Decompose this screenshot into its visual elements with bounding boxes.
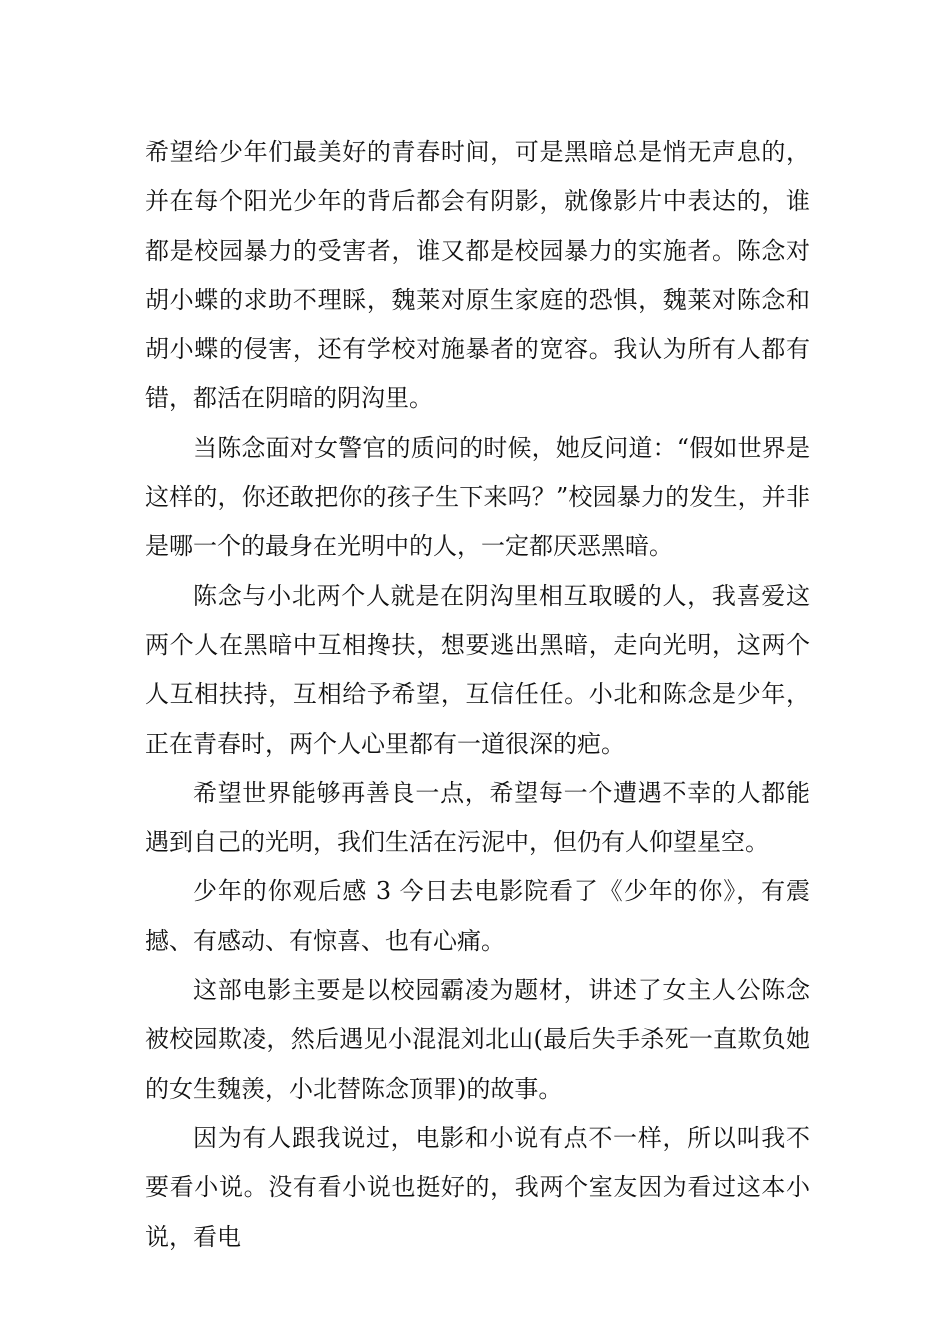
paragraph-3: 陈念与小北两个人就是在阴沟里相互取暖的人，我喜爱这两个人在黑暗中互相搀扶，想要逃出黑暗，走向光明，这两个人互相扶持，互相给予希望，互信任任。小北和陈念是少年，正在青春时，两个人心里都有一道很深的疤。 <box>145 581 810 758</box>
body-text <box>145 128 810 1262</box>
paragraph-7: 因为有人跟我说过，电影和小说有点不一样，所以叫我不要看小说。没有看小说也挺好的，我两个室友因为看过这本小说，看电 <box>145 1123 810 1251</box>
paragraph-5: 少年的你观后感 3 今日去电影院看了《少年的你》，有震撼、有感动、有惊喜、也有心痛。 <box>145 877 810 955</box>
paragraph-2: 当陈念面对女警官的质问的时候，她反问道：“假如世界是这样的，你还敢把你的孩子生下来吗？”校园暴力的发生，并非是哪一个的最身在光明中的人，一定都厌恶黑暗。 <box>145 433 810 561</box>
paragraph-4: 希望世界能够再善良一点，希望每一个遭遇不幸的人都能遇到自己的光明，我们生活在污泥中，但仍有人仰望星空。 <box>145 778 810 857</box>
paragraph-1: 希望给少年们最美好的青春时间，可是黑暗总是悄无声息的，并在每个阳光少年的背后都会有阴影，就像影片中表达的，谁都是校园暴力的受害者，谁又都是校园暴力的实施者。陈念对胡小蝶的求助不理睬，魏莱对原生家庭的恐惧，魏莱对陈念和胡小蝶的侵害，还有学校对施暴者的宽容。我认为所有人都有错，都活在阴暗的阴沟里。 <box>145 138 810 413</box>
paragraph-6: 这部电影主要是以校园霸凌为题材，讲述了女主人公陈念被校园欺凌，然后遇见小混混刘北山(最后失手杀死一直欺负她的女生魏羡，小北替陈念顶罪)的故事。 <box>145 976 810 1103</box>
